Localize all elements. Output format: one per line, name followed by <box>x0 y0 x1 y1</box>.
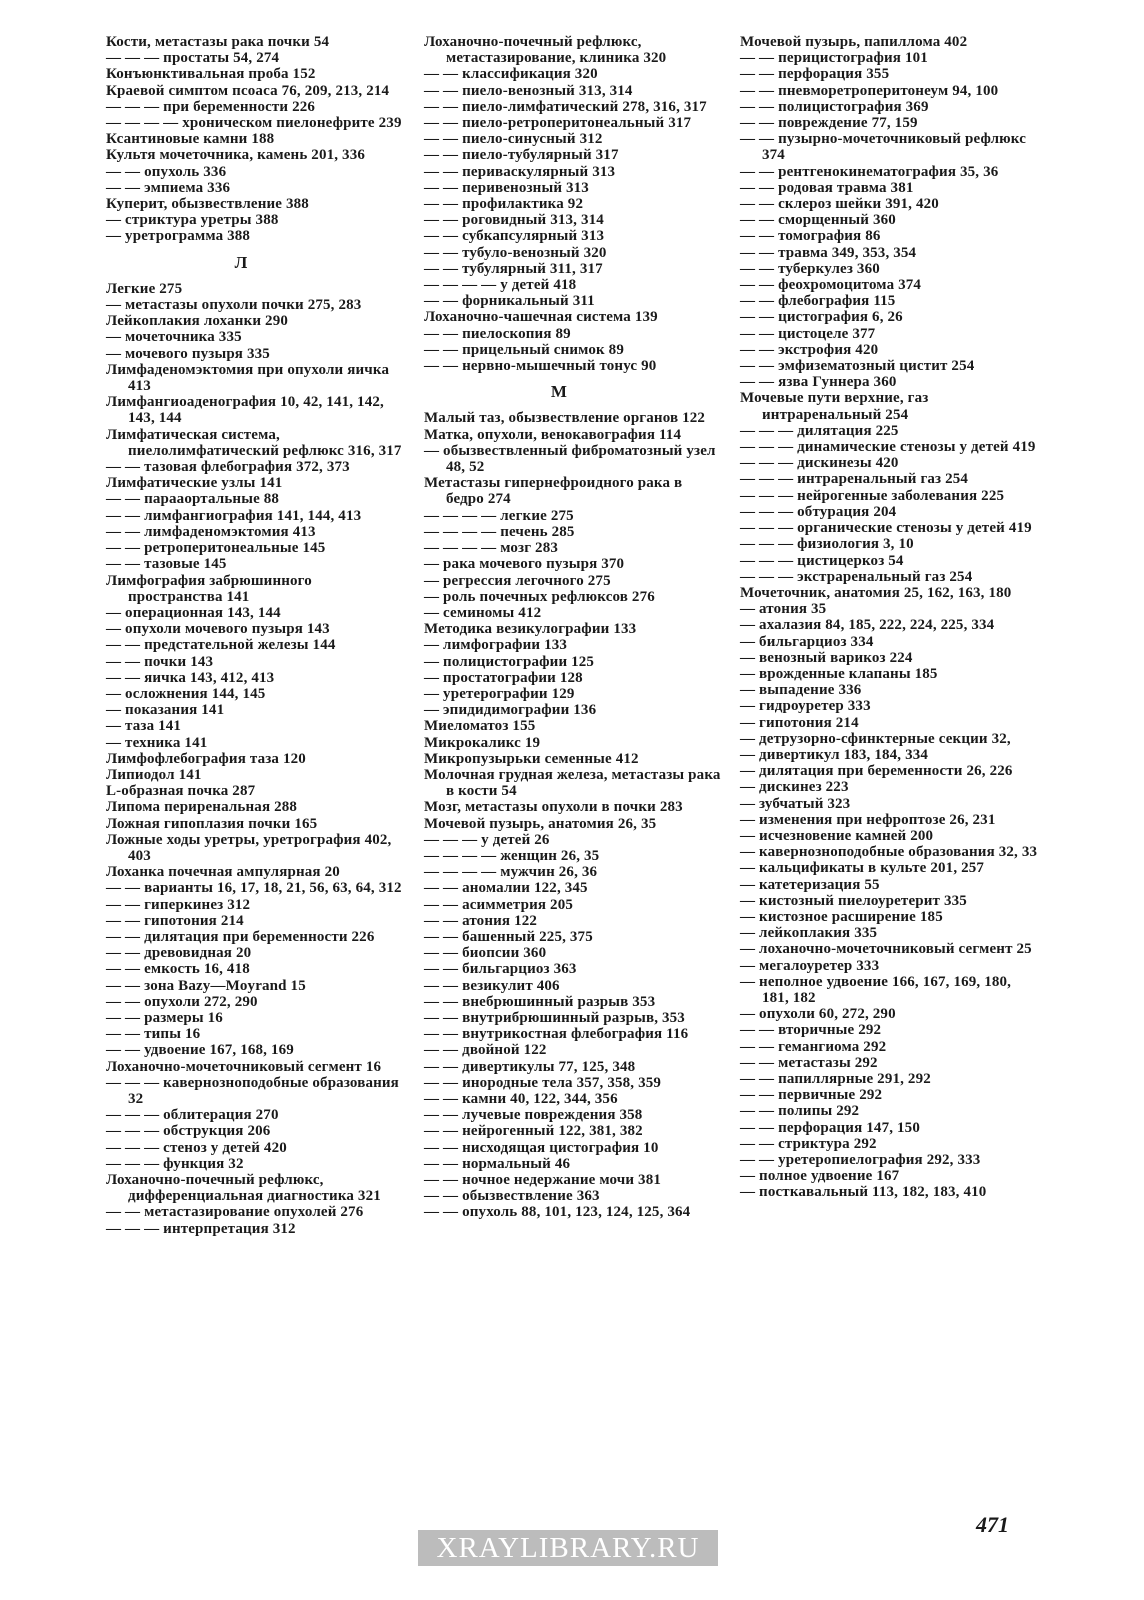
index-entry: — — опухоли 272, 290 <box>106 993 258 1010</box>
index-entry: Миеломатоз 155 <box>424 718 536 735</box>
index-entry: Культя мочеточника, камень 201, 336 <box>106 147 365 164</box>
index-entry: — — — обтурация 204 <box>740 503 897 520</box>
index-entry: — неполное удвоение 166, 167, 169, 180, 181, 182 <box>740 973 1012 1006</box>
index-entry: — стриктура уретры 388 <box>106 212 279 229</box>
index-entry: — — повреждение 77, 159 <box>740 115 918 132</box>
index-entry: — — — — печень 285 <box>424 523 575 540</box>
index-entry: — — уретеропиелография 292, 333 <box>740 1152 981 1169</box>
index-entry: — — флебография 115 <box>740 293 896 310</box>
index-column-3 <box>740 34 1040 1201</box>
index-column-2 <box>424 34 724 1221</box>
index-entry: — — — экстраренальный газ 254 <box>740 568 973 585</box>
index-entry: — — — стеноз у детей 420 <box>106 1139 287 1156</box>
index-entry: — — — динамические стенозы у детей 419 <box>740 439 1036 456</box>
index-entry: — — — — мужчин 26, 36 <box>424 864 598 881</box>
index-entry: — — пиелоскопия 89 <box>424 325 571 342</box>
index-entry: — — зона Bazy—Moyrand 15 <box>106 977 306 994</box>
index-entry: Куперит, обызвествление 388 <box>106 196 309 213</box>
index-entry: — — — интраренальный газ 254 <box>740 471 969 488</box>
index-entry: — — — цистицеркоз 54 <box>740 552 904 569</box>
index-entry: — — туберкулез 360 <box>740 260 880 277</box>
index-entry: — эпидидимографии 136 <box>424 702 597 719</box>
index-entry: Матка, опухоли, венокавография 114 <box>424 426 682 443</box>
index-entry: Малый таз, обызвествление органов 122 <box>424 410 706 427</box>
index-entry: — — перивенозный 313 <box>424 179 589 196</box>
index-entry: Микрокаликс 19 <box>424 734 541 751</box>
index-entry: Липиодол 141 <box>106 766 202 783</box>
index-entry: — — тазовая флебография 372, 373 <box>106 459 350 476</box>
index-entry: — — инородные тела 357, 358, 359 <box>424 1074 662 1091</box>
index-entry: — опухоли 60, 272, 290 <box>740 1006 896 1023</box>
index-entry: — — пиело-лимфатический 278, 316, 317 <box>424 98 707 115</box>
index-entry: — — — дискинезы 420 <box>740 455 899 472</box>
index-entry: — — — облитерация 270 <box>106 1107 279 1124</box>
index-entry: — — внебрюшинный разрыв 353 <box>424 993 656 1010</box>
index-entry: Метастазы гипернефроидного рака в бедро 274 <box>424 475 683 508</box>
index-entry: Лимфатическая система, пиелолимфатический рефлюкс 316, 317 <box>106 426 402 459</box>
index-entry: — — субкапсулярный 313 <box>424 228 605 245</box>
index-entry: — — полицистография 369 <box>740 98 929 115</box>
index-entry: — метастазы опухоли почки 275, 283 <box>106 297 362 314</box>
index-entry: Микропузырьки семенные 412 <box>424 750 639 767</box>
index-entry: — — перфорация 147, 150 <box>740 1119 920 1136</box>
index-entry: Лимфография забрюшинного пространства 141 <box>106 572 312 605</box>
index-entry: — — перицистография 101 <box>740 50 928 67</box>
index-entry: — — эмфизематозный цистит 254 <box>740 358 975 375</box>
index-entry: — — почки 143 <box>106 653 214 670</box>
index-entry: — — прицельный снимок 89 <box>424 341 624 358</box>
index-entry: Лоханочно-мочеточниковый сегмент 16 <box>106 1058 382 1075</box>
index-entry: — — форникальный 311 <box>424 293 595 310</box>
index-entry: — — варианты 16, 17, 18, 21, 56, 63, 64, 312 <box>106 880 402 897</box>
index-entry: — — аномалии 122, 345 <box>424 880 588 897</box>
index-entry: — — башенный 225, 375 <box>424 928 593 945</box>
index-entry: — дивертикул 183, 184, 334 <box>740 746 929 763</box>
index-entry: — катетеризация 55 <box>740 876 880 893</box>
index-entry: L-образная почка 287 <box>106 783 256 800</box>
index-entry: — ахалазия 84, 185, 222, 224, 225, 334 <box>740 617 995 634</box>
index-entry: — — нервно-мышечный тонус 90 <box>424 358 657 375</box>
index-entry: — — — нейрогенные заболевания 225 <box>740 487 1005 504</box>
index-entry: — — цистография 6, 26 <box>740 309 903 326</box>
index-entry: — — — обструкция 206 <box>106 1123 271 1140</box>
index-entry: Методика везикулографии 133 <box>424 621 637 638</box>
index-entry: Мочевой пузырь, анатомия 26, 35 <box>424 815 657 832</box>
index-entry: — — вторичные 292 <box>740 1022 882 1039</box>
index-entry: — мочеточника 335 <box>106 329 242 346</box>
index-entry: — — метастазирование опухолей 276 <box>106 1204 364 1221</box>
index-entry: Лимфофлебография таза 120 <box>106 750 306 767</box>
index-entry: Лейкоплакия лоханки 290 <box>106 313 288 330</box>
index-entry: — кистозный пиелоуретерит 335 <box>740 892 967 909</box>
page-number: 471 <box>976 1512 1009 1537</box>
index-entry: Кости, метастазы рака почки 54 <box>106 34 330 50</box>
index-entry: — — — простаты 54, 274 <box>106 50 280 67</box>
index-entry: — — стриктура 292 <box>740 1135 877 1152</box>
index-entry: — — атония 122 <box>424 912 538 929</box>
index-entry: — рака мочевого пузыря 370 <box>424 556 625 573</box>
index-entry: — — рентгенокинематография 35, 36 <box>740 163 999 180</box>
index-entry: Лимфаденомэктомия при опухоли яичка 413 <box>106 361 390 395</box>
index-entry: Лоханочно-почечный рефлюкс, метастазирование, клиника 320 <box>424 34 667 67</box>
index-entry: — — — — хроническом пиелонефрите 239 <box>106 115 402 132</box>
index-entry: — полное удвоение 167 <box>740 1168 900 1185</box>
index-entry: — — нисходящая цистография 10 <box>424 1139 659 1156</box>
index-entry: — — томография 86 <box>740 228 881 245</box>
index-entry: — — пиело-синусный 312 <box>424 131 603 148</box>
index-entry: — — склероз шейки 391, 420 <box>740 196 939 213</box>
index-entry: — лоханочно-мочеточниковый сегмент 25 <box>740 941 1032 958</box>
index-entry: — семиномы 412 <box>424 604 542 621</box>
index-entry: — — пиело-ретроперитонеальный 317 <box>424 115 692 132</box>
index-entry: — — экстрофия 420 <box>740 341 879 358</box>
index-entry: Лоханочно-почечный рефлюкс, дифференциальная диагностика 321 <box>106 1172 381 1205</box>
index-entry: — — ретроперитонеальные 145 <box>106 540 326 557</box>
index-entry: — — опухоль 88, 101, 123, 124, 125, 364 <box>424 1204 691 1221</box>
index-entry: — таза 141 <box>106 718 182 735</box>
index-entry: Лимфатические узлы 141 <box>106 475 283 492</box>
index-entry: — лейкоплакия 335 <box>740 925 878 942</box>
index-entry: — — гемангиома 292 <box>740 1038 887 1055</box>
index-entry: — кистозное расширение 185 <box>740 908 943 925</box>
index-entry: — — классификация 320 <box>424 66 598 83</box>
index-entry: — — лучевые повреждения 358 <box>424 1107 643 1124</box>
index-entry: Ложная гипоплазия почки 165 <box>106 815 318 832</box>
index-entry: Мозг, метастазы опухоли в почки 283 <box>424 799 683 816</box>
index-entry: — кальцификаты в культе 201, 257 <box>740 860 985 877</box>
index-entry: — — тазовые 145 <box>106 556 227 573</box>
index-entry: — — пузырно-мочеточниковый рефлюкс 374 <box>740 131 1027 164</box>
section-letter: Л <box>234 252 248 272</box>
index-entry: Липома периренальная 288 <box>106 799 298 816</box>
index-entry: — венозный варикоз 224 <box>740 649 913 666</box>
index-entry: — кавернозноподобные образования 32, 33 <box>740 844 1038 861</box>
index-entry: Мочеточник, анатомия 25, 162, 163, 180 <box>740 584 1012 601</box>
index-entry: — лимфографии 133 <box>424 637 568 654</box>
index-entry: — регрессия легочного 275 <box>424 572 611 589</box>
index-entry: — — язва Гуннера 360 <box>740 374 897 391</box>
index-entry: — — — физиология 3, 10 <box>740 536 914 553</box>
index-entry: — детрузорно-сфинктерные секции 32, <box>740 730 1011 747</box>
index-entry: — — цистоцеле 377 <box>740 325 876 342</box>
index-entry: — изменения при нефроптозе 26, 231 <box>740 811 996 828</box>
section-letter: М <box>550 382 568 402</box>
index-entry: — — лимфаденомэктомия 413 <box>106 523 316 540</box>
index-entry: — мегалоуретер 333 <box>740 957 880 974</box>
index-entry: — — предстательной железы 144 <box>106 637 336 654</box>
index-entry: — дилятация при беременности 26, 226 <box>740 763 1013 780</box>
index-entry: — — роговидный 313, 314 <box>424 212 604 229</box>
index-entry: — мочевого пузыря 335 <box>106 345 270 362</box>
index-entry: — — пиело-венозный 313, 314 <box>424 82 633 99</box>
index-entry: — — — функция 32 <box>106 1155 244 1172</box>
index-entry: — — яичка 143, 412, 413 <box>106 669 275 686</box>
index-entry: Молочная грудная железа, метастазы рака в кости 54 <box>424 766 721 800</box>
index-column-1 <box>106 34 406 1237</box>
index-entry: — — емкость 16, 418 <box>106 961 250 978</box>
index-entry: — посткавальный 113, 182, 183, 410 <box>740 1184 987 1201</box>
index-entry: — бильгарциоз 334 <box>740 633 874 650</box>
index-entry: — — нормальный 46 <box>424 1155 571 1172</box>
index-entry: — — древовидная 20 <box>106 945 252 962</box>
index-entry: — — дивертикулы 77, 125, 348 <box>424 1058 636 1075</box>
index-entry: — — — — женщин 26, 35 <box>424 847 600 864</box>
index-entry: Лоханка почечная ампулярная 20 <box>106 864 340 881</box>
index-entry: — осложнения 144, 145 <box>106 685 266 702</box>
index-entry: Конъюнктивальная проба 152 <box>106 66 316 83</box>
index-entry: — исчезновение камней 200 <box>740 827 934 844</box>
index-entry: Лимфангиоаденография 10, 42, 141, 142, 143, 144 <box>106 394 384 427</box>
index-entry: — — ночное недержание мочи 381 <box>424 1172 662 1189</box>
index-entry: — операционная 143, 144 <box>106 604 281 621</box>
index-entry: — — размеры 16 <box>106 1009 223 1026</box>
index-entry: — — — интерпретация 312 <box>106 1220 296 1237</box>
index-entry: — дискинез 223 <box>740 779 849 796</box>
index-entry: — — папиллярные 291, 292 <box>740 1071 931 1087</box>
index-entry: — уретрограмма 388 <box>106 228 251 245</box>
index-entry: — — метастазы 292 <box>740 1054 878 1071</box>
index-entry: — — лимфангиография 141, 144, 413 <box>106 507 362 524</box>
index-entry: Мочевой пузырь, папиллома 402 <box>740 34 968 50</box>
index-entry: — — полипы 292 <box>740 1103 860 1120</box>
index-entry: — показания 141 <box>106 702 225 719</box>
index-entry: — — парааортальные 88 <box>106 491 280 508</box>
index-entry: — — первичные 292 <box>740 1087 883 1104</box>
index-entry: — роль почечных рефлюксов 276 <box>424 588 655 605</box>
index-entry: — — удвоение 167, 168, 169 <box>106 1042 294 1059</box>
index-entry: — — эмпиема 336 <box>106 179 231 196</box>
index-entry: — — травма 349, 353, 354 <box>740 244 917 261</box>
index-entry: Ксантиновые камни 188 <box>106 131 275 148</box>
index-entry: — — асимметрия 205 <box>424 896 573 913</box>
index-entry: Лоханочно-чашечная система 139 <box>424 309 658 326</box>
index-entry: — полицистографии 125 <box>424 653 595 670</box>
index-entry: — — нейрогенный 122, 381, 382 <box>424 1123 643 1140</box>
index-entry: — — феохромоцитома 374 <box>740 277 922 294</box>
index-entry: — — пиело-тубулярный 317 <box>424 147 619 164</box>
index-entry: — — пневморетроперитонеум 94, 100 <box>740 82 999 99</box>
index-entry: — — дилятация при беременности 226 <box>106 928 375 945</box>
index-entry: — гидроуретер 333 <box>740 698 871 715</box>
index-entry: — — — дилятация 225 <box>740 422 899 439</box>
index-entry: — техника 141 <box>106 734 208 751</box>
index-entry: — — профилактика 92 <box>424 196 584 213</box>
index-entry: — — тубуло-венозный 320 <box>424 244 607 261</box>
index-entry: Краевой симптом псоаса 76, 209, 213, 214 <box>106 82 390 99</box>
index-entry: — — бильгарциоз 363 <box>424 961 577 978</box>
index-entry: Мочевые пути верхние, газ интраренальный 254 <box>740 390 929 423</box>
index-entry: — — — — у детей 418 <box>424 277 577 294</box>
index-entry: — — внутрикостная флебография 116 <box>424 1026 689 1043</box>
index-entry: — — гипотония 214 <box>106 912 244 929</box>
index-entry: — уретерографии 129 <box>424 685 575 702</box>
index-entry: — — сморщенный 360 <box>740 212 896 229</box>
index-entry: — зубчатый 323 <box>740 795 851 812</box>
index-entry: — — биопсии 360 <box>424 945 547 962</box>
index-entry: — — — — мозг 283 <box>424 540 559 557</box>
index-entry: — выпадение 336 <box>740 682 862 699</box>
index-entry: — — — кавернозноподобные образования 32 <box>106 1074 399 1107</box>
watermark: XRAYLIBRARY.RU <box>418 1530 718 1566</box>
index-entry: — — периваскулярный 313 <box>424 163 616 180</box>
index-entry: — — родовая травма 381 <box>740 179 914 196</box>
index-entry: — простатографии 128 <box>424 669 583 686</box>
index-entry: — — везикулит 406 <box>424 977 560 994</box>
index-entry: — — опухоль 336 <box>106 163 227 180</box>
index-entry: Легкие 275 <box>106 280 183 297</box>
index-entry: — атония 35 <box>740 601 827 618</box>
index-entry: — — тубулярный 311, 317 <box>424 260 603 277</box>
index-entry: — гипотония 214 <box>740 714 859 731</box>
index-entry: Ложные ходы уретры, уретрография 402, 403 <box>106 831 392 864</box>
index-entry: — обызвествленный фиброматозный узел 48, 52 <box>424 442 716 476</box>
index-entry: — — двойной 122 <box>424 1042 547 1059</box>
index-entry: — опухоли мочевого пузыря 143 <box>106 621 330 638</box>
index-entry: — — — у детей 26 <box>424 831 550 848</box>
index-entry: — — — при беременности 226 <box>106 98 316 115</box>
index-entry: — врожденные клапаны 185 <box>740 665 938 682</box>
index-entry: — — внутрибрюшинный разрыв, 353 <box>424 1009 685 1026</box>
index-entry: — — — органические стенозы у детей 419 <box>740 520 1032 537</box>
index-entry: — — камни 40, 122, 344, 356 <box>424 1091 618 1107</box>
index-entry: — — — — легкие 275 <box>424 507 574 524</box>
index-entry: — — перфорация 355 <box>740 66 890 83</box>
index-entry: — — обызвествление 363 <box>424 1188 600 1205</box>
index-entry: — — гиперкинез 312 <box>106 896 251 913</box>
index-entry: — — типы 16 <box>106 1026 201 1043</box>
